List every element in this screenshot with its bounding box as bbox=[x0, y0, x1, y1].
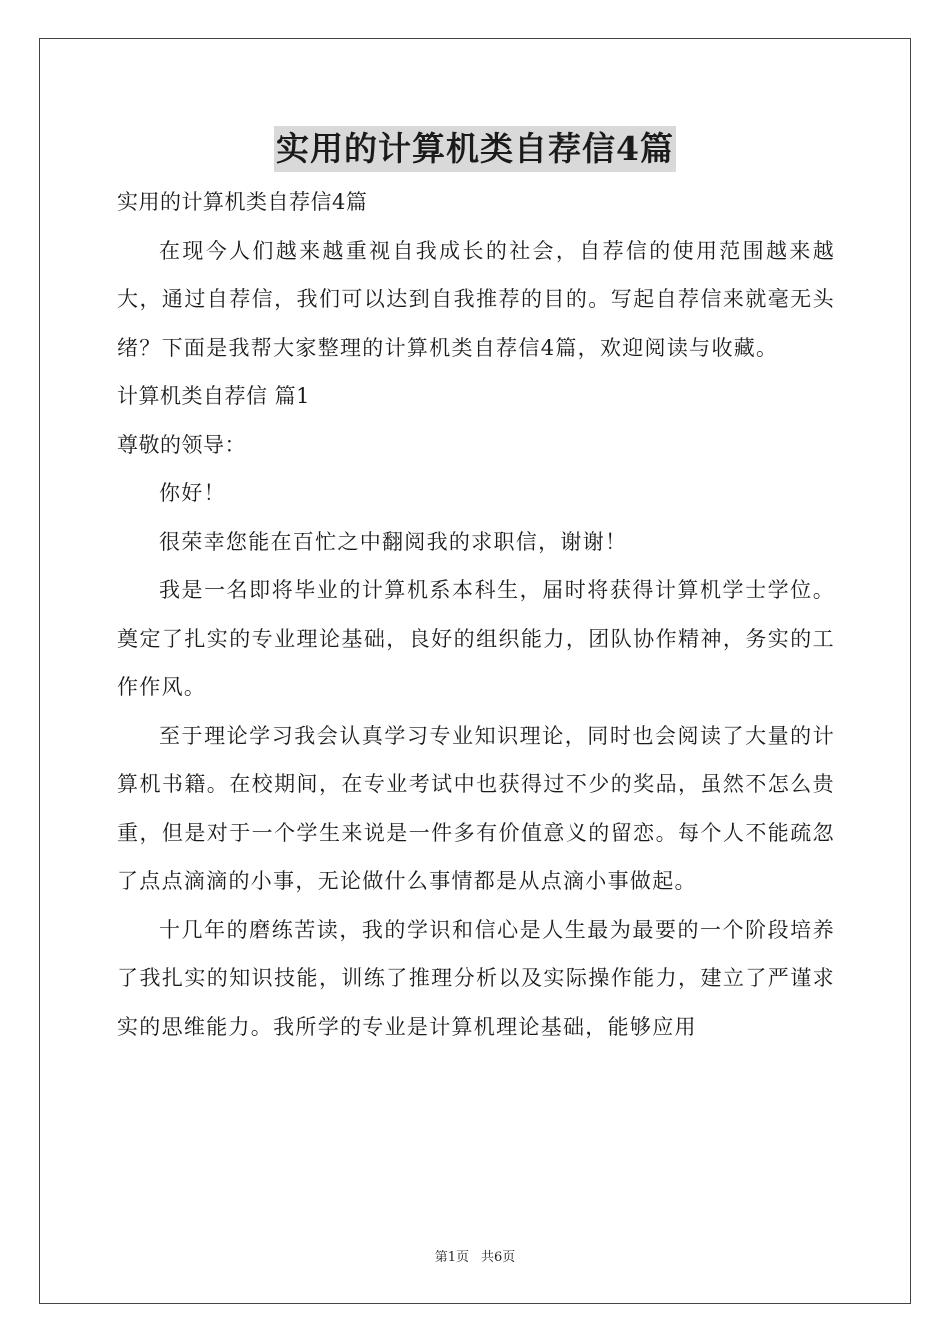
paragraph-study: 至于理论学习我会认真学习专业知识理论，同时也会阅读了大量的计算机书籍。在校期间，在专业考试中也获得过不少的奖品，虽然不怎么贵重，但是对于一个学生来说是一件多有价值意义的留恋。每个人不能疏忽了点点滴滴的小事，无论做什么事情都是从点滴小事做起。 bbox=[117, 723, 835, 893]
document-body bbox=[117, 178, 835, 1051]
paragraph-intro: 在现今人们越来越重视自我成长的社会，自荐信的使用范围越来越大，通过自荐信，我们可以达到自我推荐的目的。写起自荐信来就毫无头绪？下面是我帮大家整理的计算机类自荐信4篇，欢迎阅读与收藏。 bbox=[117, 238, 835, 360]
document-subtitle: 实用的计算机类自荐信4篇 bbox=[117, 190, 368, 214]
page-number: 第1页 bbox=[434, 1250, 469, 1265]
paragraph-thanks: 很荣幸您能在百忙之中翻阅我的求职信，谢谢！ bbox=[159, 529, 628, 554]
paragraph-background: 我是一名即将毕业的计算机系本科生，届时将获得计算机学士学位。奠定了扎实的专业理论基础，良好的组织能力，团队协作精神，务实的工作作风。 bbox=[117, 578, 835, 699]
salutation: 尊敬的领导： bbox=[117, 432, 246, 457]
page-footer bbox=[0, 1246, 950, 1265]
section-heading: 计算机类自荐信 篇1 bbox=[117, 384, 311, 408]
document-title: 实用的计算机类自荐信4篇 bbox=[274, 126, 676, 172]
page-total: 共6页 bbox=[481, 1250, 516, 1265]
paragraph-skills: 十几年的磨练苦读，我的学识和信心是人生最为最要的一个阶段培养了我扎实的知识技能，训练了推理分析以及实际操作能力，建立了严谨求实的思维能力。我所学的专业是计算机理论基础，能够应用 bbox=[117, 917, 835, 1039]
greeting: 你好！ bbox=[159, 481, 226, 505]
title-container bbox=[0, 126, 950, 172]
